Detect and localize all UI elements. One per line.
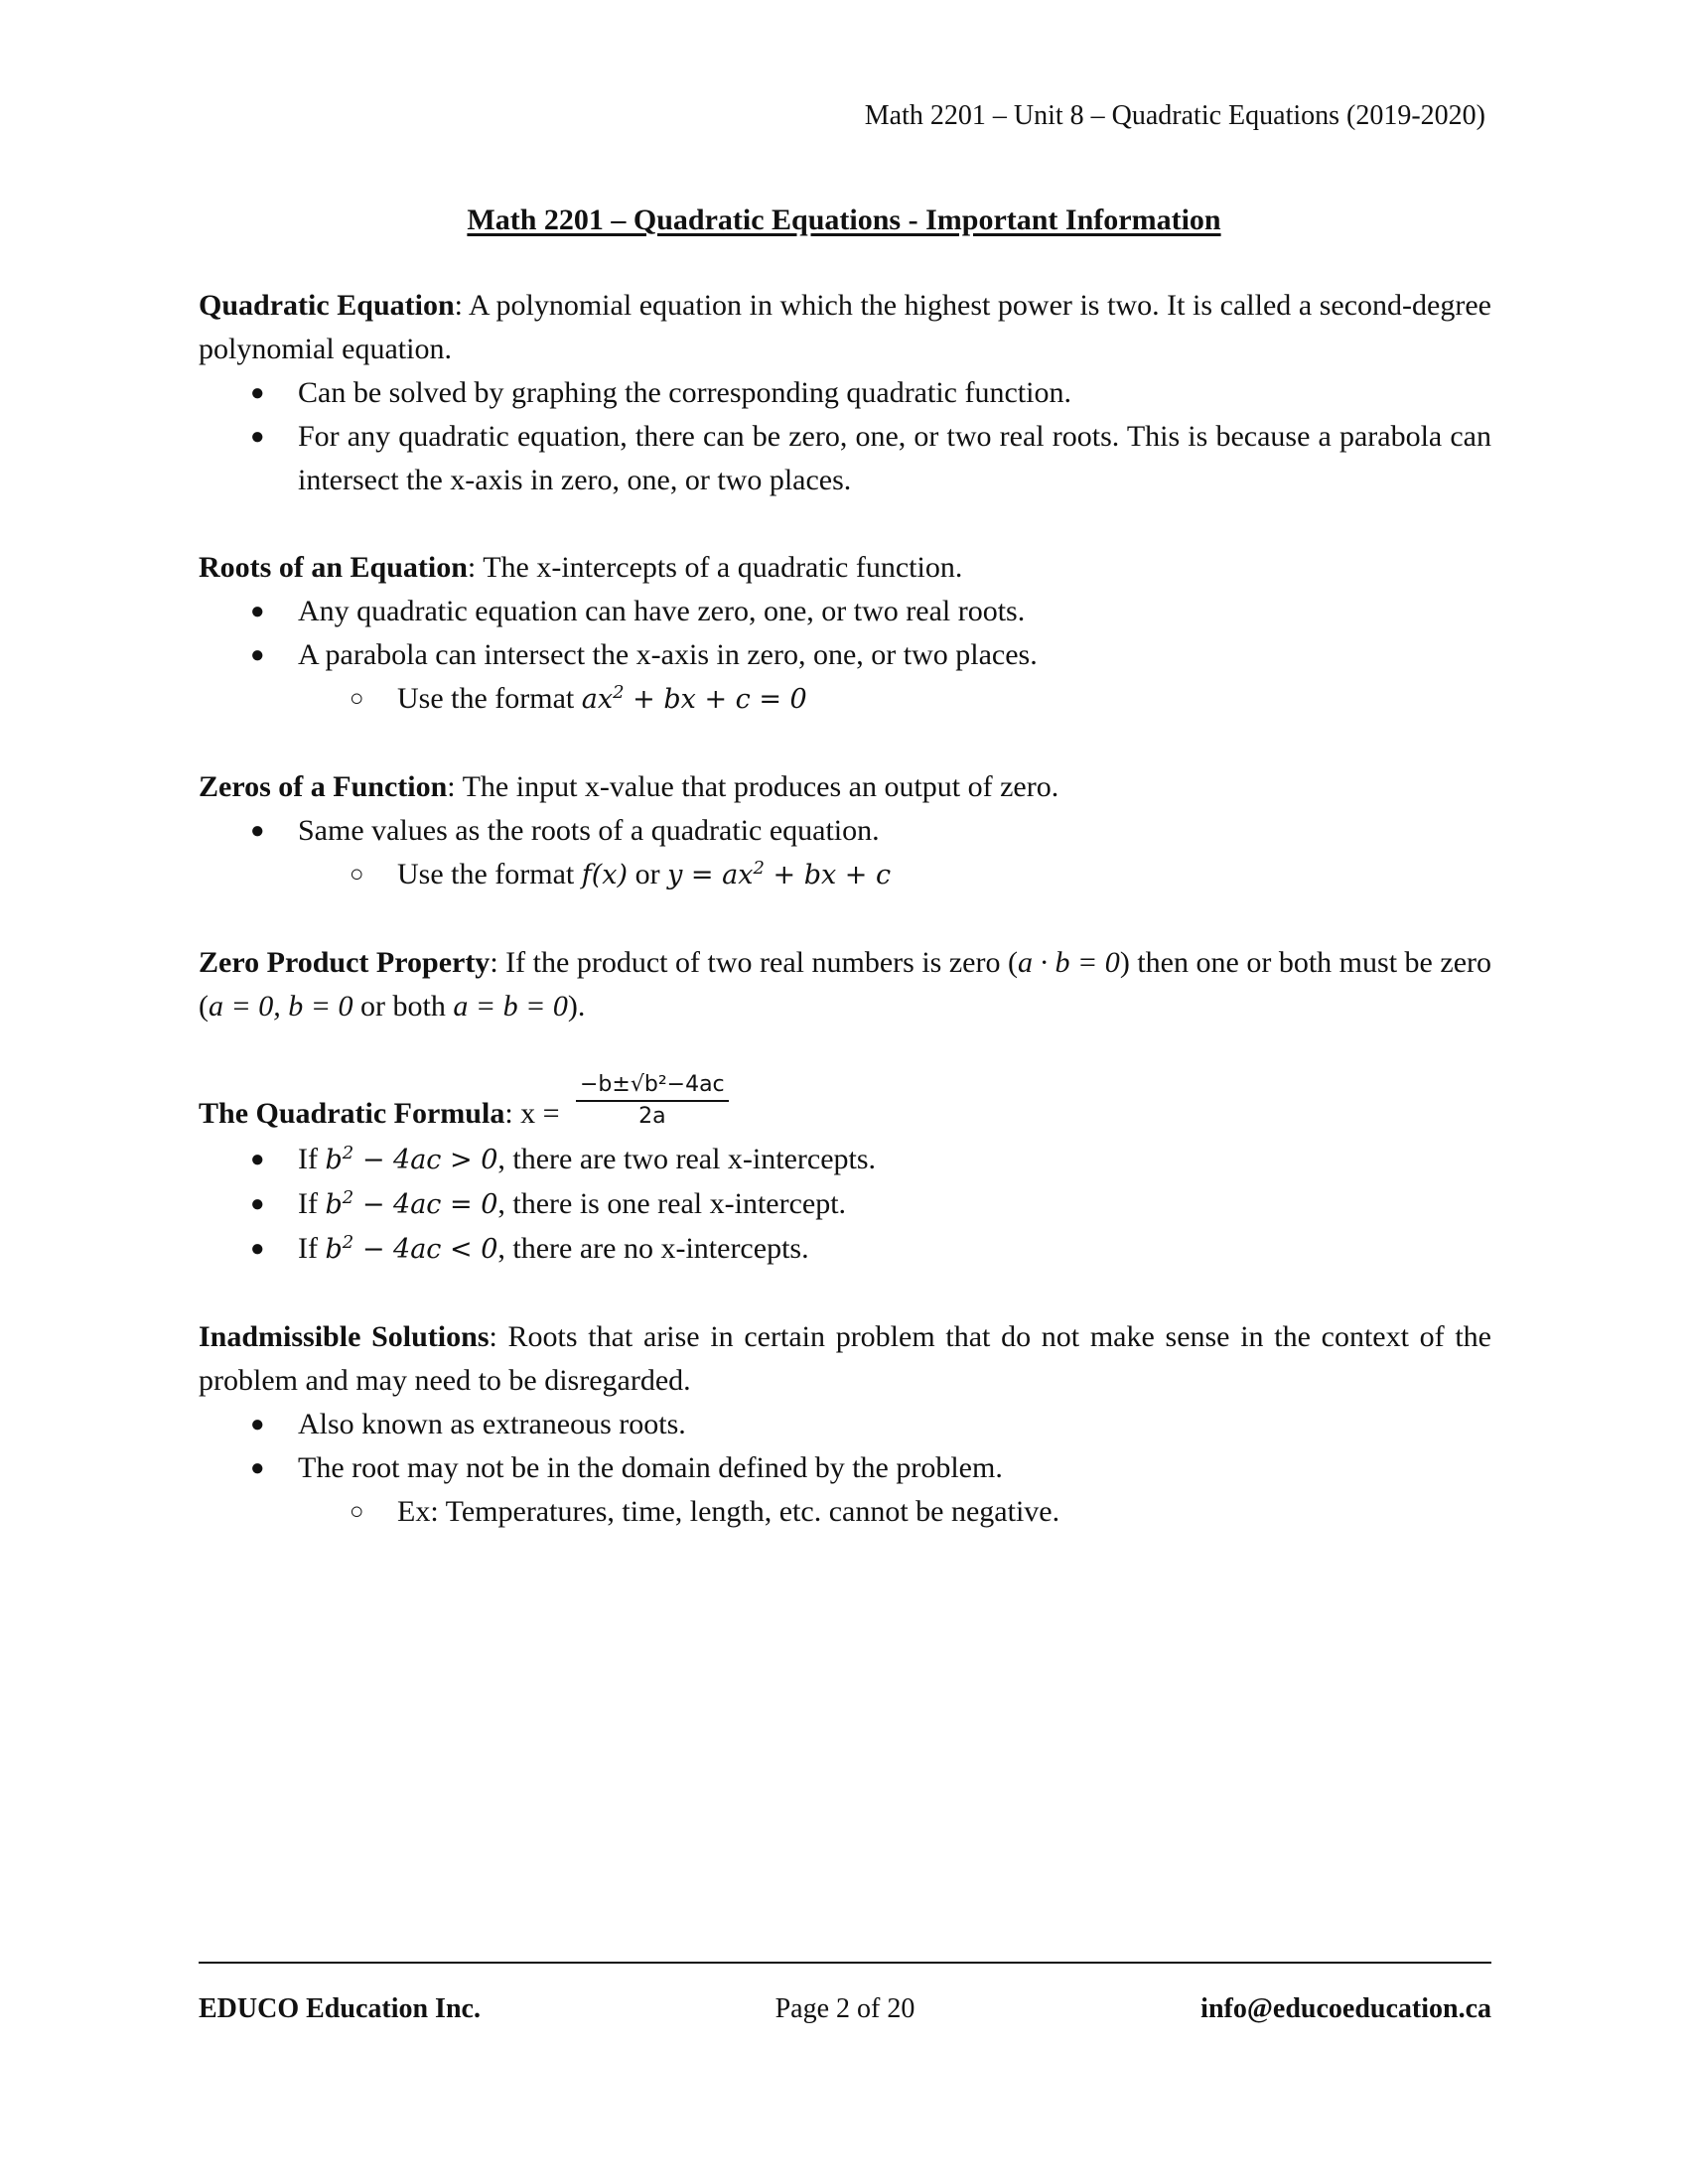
hollow-bullet-icon: ○ [350, 1499, 364, 1525]
bullet-icon: ● [250, 642, 265, 668]
definition-text: : If the product of two real numbers is zero ( [490, 946, 1018, 979]
formula-fraction [576, 1072, 729, 1132]
definition-text: ). [567, 990, 586, 1023]
math-expression [325, 1234, 497, 1265]
bullet-icon: ● [250, 1455, 265, 1481]
list-item-text: Same values as the roots of a quadratic equation. [298, 814, 880, 847]
formula-line [199, 1072, 1491, 1138]
list-item-text: Can be solved by graphing the corresponding quadratic function. [298, 376, 1071, 409]
term-label: Quadratic Equation [199, 289, 455, 322]
math-expression: a · b = 0 [1017, 946, 1120, 979]
bullet-icon: ● [250, 1191, 265, 1217]
bullet-icon: ● [250, 818, 265, 844]
term-label: The Quadratic Formula [199, 1097, 505, 1130]
footer-company: EDUCO Education Inc. [199, 1993, 481, 2024]
bullet-list [199, 590, 1491, 677]
bullet-icon: ● [250, 1147, 265, 1172]
math-exponent: 2 [613, 682, 625, 703]
bullet-icon: ● [250, 380, 265, 406]
math-term: b [325, 1234, 343, 1265]
definition-text: : A polynomial equation in which the highest power is two. It is called a second-degree polynomial equation. [199, 289, 1491, 365]
math-expression: f(x) [581, 860, 629, 890]
sub-item-text: Use the format [397, 858, 582, 890]
footer-divider [199, 1962, 1491, 1964]
list-item-text: , there are two real x-intercepts. [497, 1143, 877, 1175]
list-item-text: For any quadratic equation, there can be zero, one, or two real roots. This is because a parabola can intersect the x-axis in zero, one, or two places. [298, 420, 1491, 496]
term-label: Inadmissible Solutions [199, 1320, 490, 1353]
fraction-denominator: 2a [638, 1104, 666, 1129]
definition-text: : The input x-value that produces an output of zero. [447, 770, 1059, 803]
math-expression [582, 684, 807, 715]
math-term: + bx + c [764, 860, 892, 890]
bullet-list [199, 371, 1491, 502]
section-quadratic-formula [199, 1072, 1491, 1272]
definition-paragraph [199, 284, 1491, 371]
math-term: + bx + c = 0 [624, 684, 807, 715]
math-expression [325, 1145, 497, 1175]
definition-text: : Roots that arise in certain problem that do not make sense in the context of the problem and may need to be disregarded. [199, 1320, 1491, 1397]
document-title: Math 2201 – Quadratic Equations - Important Information [467, 204, 1221, 236]
document-body [199, 284, 1491, 1577]
list-item-text: If [298, 1232, 326, 1265]
definition-paragraph [199, 1315, 1491, 1403]
bullet-icon: ● [250, 424, 265, 450]
section-inadmissible [199, 1315, 1491, 1534]
definition-text: ) then one or both must be zero ( [199, 946, 1491, 1023]
list-item-text: A parabola can intersect the x-axis in zero, one, or two places. [298, 638, 1038, 671]
bullet-icon: ● [250, 599, 265, 624]
sub-list-item [199, 1490, 1491, 1534]
math-expression [325, 1189, 497, 1220]
list-item [199, 633, 1491, 677]
section-roots [199, 546, 1491, 722]
formula-equals: : x = [504, 1097, 560, 1130]
section-zeros [199, 765, 1491, 897]
math-exponent: 2 [342, 1187, 354, 1208]
list-item [199, 590, 1491, 633]
list-item [199, 415, 1491, 502]
page-number: Page 2 of 20 [774, 1993, 915, 2024]
list-item-text: , there is one real x-intercept. [497, 1187, 847, 1220]
math-term: b [325, 1145, 343, 1175]
definition-paragraph [199, 546, 1491, 590]
list-item-text: Any quadratic equation can have zero, one, or two real roots. [298, 595, 1026, 627]
list-item [199, 1446, 1491, 1490]
math-exponent: 2 [342, 1232, 354, 1253]
term-label: Zero Product Property [199, 946, 491, 979]
hollow-bullet-icon: ○ [350, 686, 364, 712]
math-term: y = ax [667, 860, 754, 890]
math-expression: a = b = 0 [453, 990, 568, 1023]
sub-list-item [199, 853, 1491, 897]
bullet-list [199, 809, 1491, 853]
list-item-text: If [298, 1187, 326, 1220]
section-quadratic-equation [199, 284, 1491, 502]
fraction-numerator: −b±√b²−4ac [576, 1072, 729, 1102]
list-item [199, 1227, 1491, 1272]
bullet-icon: ● [250, 1412, 265, 1437]
math-term: − 4ac < 0 [353, 1234, 498, 1265]
math-expression [667, 860, 891, 890]
running-header: Math 2201 – Unit 8 – Quadratic Equations (2019-2020) [864, 100, 1485, 131]
footer-email: info@educoeducation.ca [1200, 1993, 1491, 2024]
formula-lead [199, 1092, 560, 1136]
definition-paragraph [199, 941, 1491, 1028]
term-label: Roots of an Equation [199, 551, 468, 584]
term-label: Zeros of a Function [199, 770, 448, 803]
definition-text: : The x-intercepts of a quadratic function. [467, 551, 963, 584]
list-item-text: If [298, 1143, 326, 1175]
math-term: − 4ac = 0 [353, 1189, 498, 1220]
math-exponent: 2 [753, 858, 765, 879]
list-item [199, 1138, 1491, 1182]
bullet-icon: ● [250, 1236, 265, 1262]
sub-item-text: or [628, 858, 668, 890]
list-item-text: The root may not be in the domain defined by the problem. [298, 1451, 1003, 1484]
bullet-list [199, 1138, 1491, 1272]
list-item [199, 1403, 1491, 1446]
list-item [199, 809, 1491, 853]
list-item-text: , there are no x-intercepts. [497, 1232, 809, 1265]
definition-text: or both [352, 990, 454, 1023]
math-exponent: 2 [342, 1143, 354, 1163]
definition-paragraph [199, 765, 1491, 809]
list-item [199, 1182, 1491, 1227]
section-zero-product [199, 941, 1491, 1028]
math-term: ax [581, 684, 614, 715]
math-expression: a = 0, b = 0 [209, 990, 353, 1023]
sub-item-text: Ex: Temperatures, time, length, etc. cannot be negative. [397, 1495, 1060, 1528]
bullet-list [199, 1403, 1491, 1490]
hollow-bullet-icon: ○ [350, 862, 364, 887]
math-term: − 4ac > 0 [353, 1145, 498, 1175]
math-term: b [325, 1189, 343, 1220]
list-item-text: Also known as extraneous roots. [298, 1408, 686, 1440]
list-item [199, 371, 1491, 415]
sub-list-item [199, 677, 1491, 722]
sub-item-text: Use the format [397, 682, 582, 715]
